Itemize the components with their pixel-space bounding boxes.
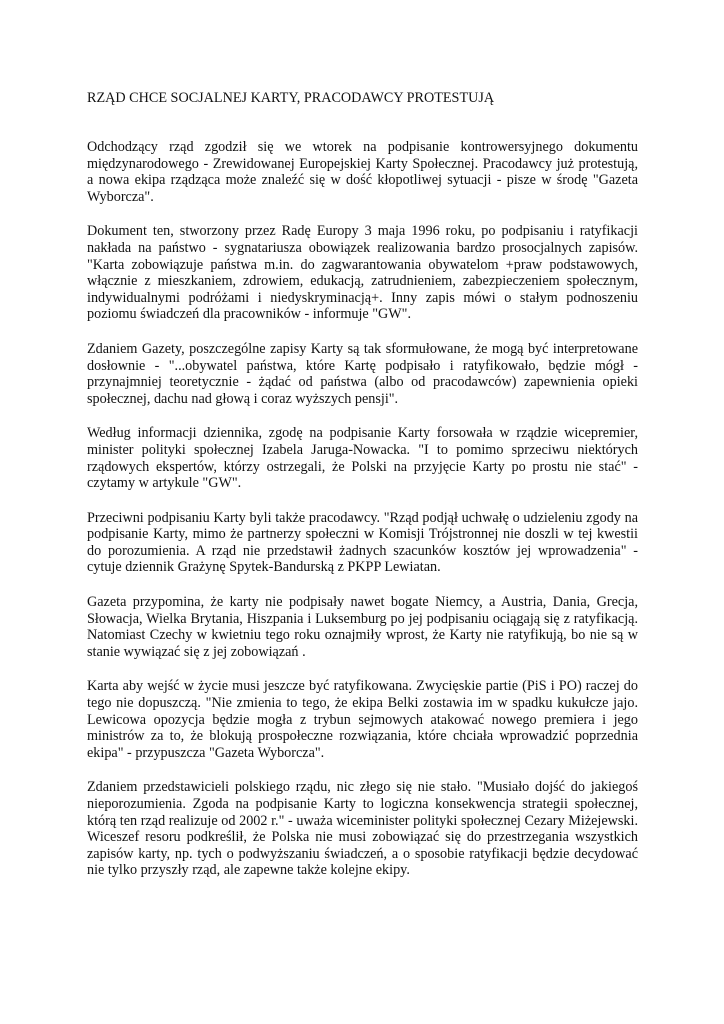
- paragraph-6: Gazeta przypomina, że karty nie podpisały nawet bogate Niemcy, a Austria, Dania, Grecja, Słowacja, Wielka Brytania, Hiszpania i Luksemburg po jej podpisaniu ociągają się z ratyfikacją. Natomiast Czechy w kwietniu tego roku oznajmiły wprost, że Karty nie ratyfikują, bo nie są w stanie wywiązać się z jej zobowiązań .: [87, 594, 638, 660]
- paragraph-5: Przeciwni podpisaniu Karty byli także pracodawcy. "Rząd podjął uchwałę o udzieleniu zgody na podpisanie Karty, mimo że partnerzy społeczni w Komisji Trójstronnej nie doszli w tej kwestii do porozumienia. A rząd nie przedstawił żadnych szacunków kosztów jej wprowadzenia" - cytuje dziennik Grażynę Spytek-Bandurską z PKPP Lewiatan.: [87, 509, 638, 576]
- paragraph-2: Dokument ten, stworzony przez Radę Europy 3 maja 1996 roku, po podpisaniu i ratyfikacji nakłada na państwo - sygnatariusza obowiązek realizowania bardzo prosocjalnych zapisów. "Karta zobowiązuje państwa m.in. do zagwarantowania obywatelom +praw podstawowych, włącznie z mieszkaniem, zdrowiem, edukacją, zatrudnieniem, zabezpieczeniem społecznym, indywidualnymi podróżami i niedyskryminacją+. Inny zapis mówi o stałym podnoszeniu poziomu świadczeń dla pracowników - informuje "GW".: [87, 223, 638, 323]
- paragraph-4: Według informacji dziennika, zgodę na podpisanie Karty forsowała w rządzie wicepremier, minister polityki społecznej Izabela Jaruga-Nowacka. "I to pomimo sprzeciwu niektórych rządowych ekspertów, którzy ostrzegali, że Polski na przyjęcie Karty po prostu nie stać" - czytamy w artykule "GW".: [87, 425, 638, 492]
- paragraph-8: Zdaniem przedstawicieli polskiego rządu, nic złego się nie stało. "Musiało dojść do jakiegoś nieporozumienia. Zgoda na podpisanie Karty to logiczna konsekwencja strategii społecznej, którą ten rząd realizuje od 2002 r." - uważa wiceminister polityki społecznej Cezary Miżejewski. Wiceszef resoru podkreślił, że Polska nie musi zobowiązać się do przestrzegania wszystkich zapisów karty, np. tych o podwyższaniu świadczeń, a o sposobie ratyfikacji będzie decydować nie tylko przyszły rząd, ale zapewne także kolejne ekipy.: [87, 779, 638, 879]
- paragraph-1: Odchodzący rząd zgodził się we wtorek na podpisanie kontrowersyjnego dokumentu międzynarodowego - Zrewidowanej Europejskiej Karty Społecznej. Pracodawcy już protestują, a nowa ekipa rządząca może znaleźć się w dość kłopotliwej sytuacji - pisze w środę "Gazeta Wyborcza".: [87, 139, 638, 205]
- document-page: [87, 89, 638, 897]
- paragraph-3: Zdaniem Gazety, poszczególne zapisy Karty są tak sformułowane, że mogą być interpretowane dosłownie - "...obywatel państwa, które Kartę podpisało i ratyfikowało, będzie mógł - przynajmniej teoretycznie - żądać od państwa (albo od pracodawców) zapewnienia opieki społecznej, dachu nad głową i coraz wyższych pensji".: [87, 340, 638, 407]
- paragraph-7: Karta aby wejść w życie musi jeszcze być ratyfikowana. Zwycięskie partie (PiS i PO) raczej do tego nie dopuszczą. "Nie zmienia to tego, że ekipa Belki zostawia im w spadku kukułcze jajo. Lewicowa opozycja będzie mogła z trybun sejmowych atakować nowego premiera i jego ministrów za to, że blokują prospołeczne rozwiązania, które chciała wprowadzić poprzednia ekipa" - przypuszcza "Gazeta Wyborcza".: [87, 678, 638, 761]
- article-title: RZĄD CHCE SOCJALNEJ KARTY, PRACODAWCY PROTESTUJĄ: [87, 90, 495, 106]
